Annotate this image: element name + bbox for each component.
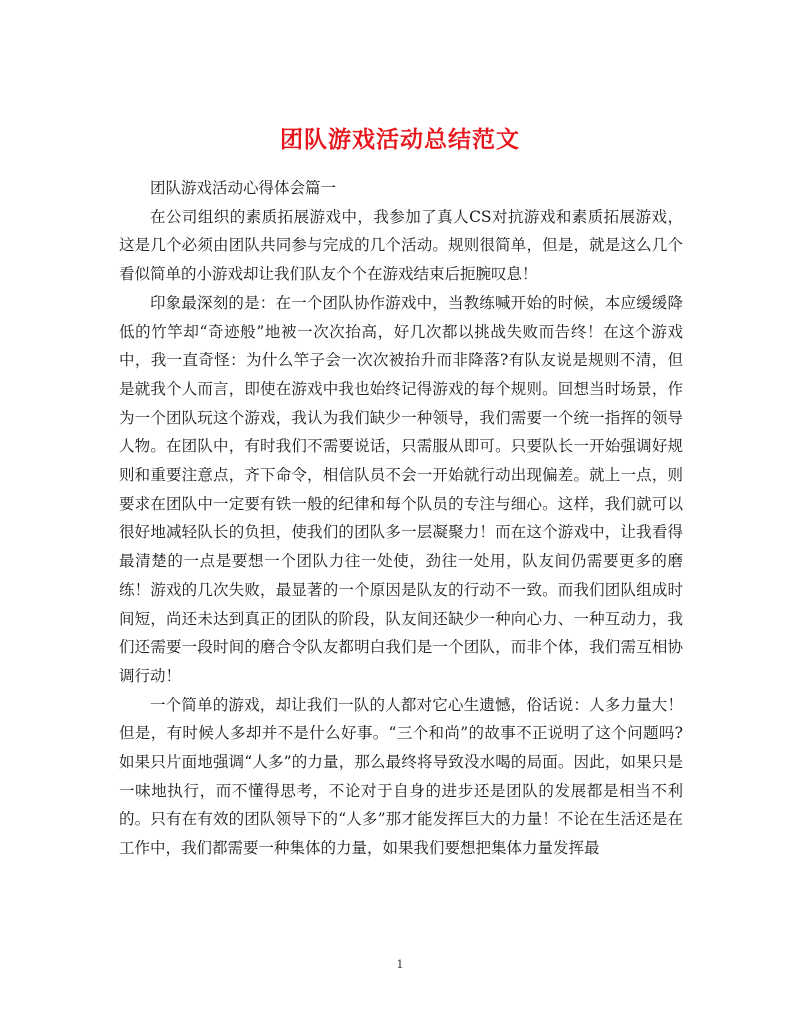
paragraph-1: 在公司组织的素质拓展游戏中，我参加了真人CS对抗游戏和素质拓展游戏，这是几个必须由团队共同参与完成的几个活动。规则很简单，但是，就是这么几个看似简单的小游戏却让我们队友个个在游戏结束后扼腕叹息！ bbox=[119, 207, 683, 284]
paragraph-2: 印象最深刻的是：在一个团队协作游戏中，当教练喊开始的时候，本应缓缓降低的竹竿却“奇迹般”地被一次次抬高，好几次都以挑战失败而告终！在这个游戏中，我一直奇怪：为什么竿子会一次次被抬升而非降落?有队友说是规则不清，但是就我个人而言，即使在游戏中我也始终记得游戏的每个规则。回想当时场景，作为一个团队玩这个游戏，我认为我们缺少一种领导，我们需要一个统一指挥的领导人物。在团队中，有时我们不需要说话，只需服从即可。只要队长一开始强调好规则和重要注意点，齐下命令，相信队员不会一开始就行动出现偏差。就上一点，则要求在团队中一定要有铁一般的纪律和每个队员的专注与细心。这样，我们就可以很好地减轻队长的负担，使我们的团队多一层凝聚力！而在这个游戏中，让我看得最清楚的一点是要想一个团队力往一处使，劲往一处用，队友间仍需要更多的磨练！游戏的几次失败，最显著的一个原因是队友的行动不一致。而我们团队组成时间短，尚还未达到真正的团队的阶段，队友间还缺少一种向心力、一种互动力，我们还需要一段时间的磨合令队友都明白我们是一个团队，而非个体，我们需互相协调行动！ bbox=[119, 293, 683, 685]
document-body bbox=[119, 174, 683, 863]
page-number: 1 bbox=[396, 958, 404, 971]
paragraph-3: 一个简单的游戏，却让我们一队的人都对它心生遗憾，俗话说：人多力量大！但是，有时候人多却并不是什么好事。“三个和尚”的故事不正说明了这个问题吗?如果只片面地强调“人多”的力量，那么最终将导致没水喝的局面。因此，如果只是一味地执行，而不懂得思考，不论对于自身的进步还是团队的发展都是相当不利的。只有在有效的团队领导下的“人多”那才能发挥巨大的力量！不论在生活还是在工作中，我们都需要一种集体的力量，如果我们要想把集体力量发挥最 bbox=[119, 695, 683, 858]
section-subheading: 团队游戏活动心得体会篇一 bbox=[150, 179, 337, 197]
document-title: 团队游戏活动总结范文 bbox=[280, 126, 520, 154]
